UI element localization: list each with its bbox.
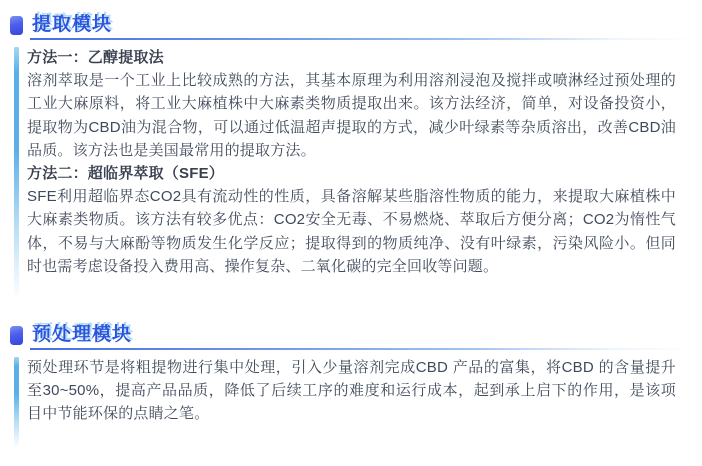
section-title: 预处理模块	[32, 324, 133, 346]
section-pretreatment-module	[0, 323, 702, 448]
content-left-bar	[14, 47, 19, 300]
section-body	[27, 46, 676, 300]
section-extraction-module	[0, 13, 702, 300]
method-subheading: 方法一：乙醇提取法	[27, 49, 164, 66]
section-title-underline	[30, 348, 694, 350]
method-paragraph: 预处理环节是将粗提物进行集中处理，引入少量溶剂完成CBD 产品的富集，将CBD 的含量提升至30~50%，提高产品品质，降低了后续工序的难度和运行成本，起到承上启下的作用，是该项目中节能环保的点睛之笔。	[27, 359, 676, 423]
section-header	[10, 323, 694, 350]
section-title-underline	[30, 38, 694, 40]
content-left-bar	[14, 357, 19, 448]
section-body	[27, 356, 676, 448]
section-bullet-icon	[10, 16, 23, 35]
section-bullet-icon	[10, 326, 23, 345]
method-paragraph: SFE利用超临界态CO2具有流动性的性质，具备溶解某些脂溶性物质的能力，来提取大麻植株中大麻素类物质。该方法有较多优点：CO2安全无毒、不易燃烧、萃取后方便分离；CO2为惰性气体，不易与大麻酚等物质发生化学反应；提取得到的物质纯净、没有叶绿素，污染风险小。但同时也需考虑设备投入费用高、操作复杂、二氧化碳的完全回收等问题。	[27, 188, 676, 275]
method-subheading: 方法二：超临界萃取（SFE）	[27, 165, 224, 183]
method-paragraph: 溶剂萃取是一个工业上比较成熟的方法，其基本原理为利用溶剂浸泡及搅拌或喷淋经过预处理的工业大麻原料，将工业大麻植株中大麻素类物质提取出来。该方法经济，简单，对设备投资小，提取物为CBD油为混合物，可以通过低温超声提取的方式，减少叶绿素等杂质溶出，改善CBD油品质。该方法也是美国最常用的提取方法。	[27, 72, 676, 159]
section-header	[10, 13, 694, 40]
section-title: 提取模块	[32, 14, 113, 35]
